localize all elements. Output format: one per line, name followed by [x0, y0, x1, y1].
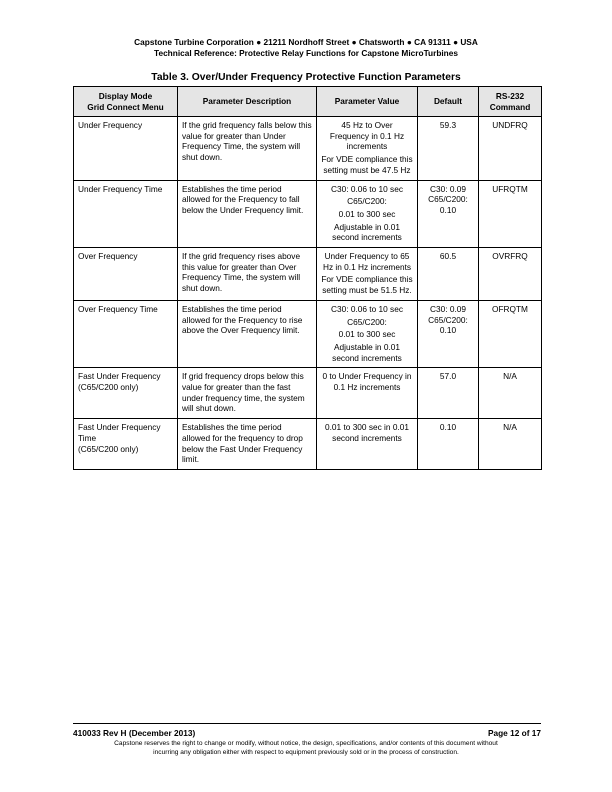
menu-text: Under Frequency Time — [78, 183, 163, 194]
value-text: C30: 0.06 to 10 sec — [331, 303, 403, 314]
column-header-command-line1: RS-232 — [495, 90, 525, 101]
menu-text: Under Frequency — [78, 120, 143, 130]
default-cell — [418, 368, 479, 419]
command-cell: N/A — [479, 419, 542, 470]
column-header-command-line2: Command — [489, 101, 531, 112]
value-text: C65/C200: — [347, 316, 387, 327]
menu-cell — [74, 248, 178, 301]
menu-text: Fast Under Frequency — [78, 371, 161, 382]
default-text: C30: 0.09 — [430, 183, 466, 194]
value-text: Under Frequency to 65 Hz in 0.1 Hz increments — [322, 251, 412, 272]
header-title-line: Technical Reference: Protective Relay Functions for Capstone MicroTurbines — [154, 48, 458, 58]
description-cell: Establishes the time period allowed for the Frequency to fall below the Under Frequency limit. — [178, 180, 317, 248]
menu-cell — [74, 180, 178, 248]
description-cell: Establishes the time period allowed for the Frequency to rise above the Over Frequency limit. — [178, 300, 317, 368]
value-cell — [317, 117, 418, 181]
default-text: C65/C200: 0.10 — [428, 194, 468, 215]
value-cell — [317, 300, 418, 368]
column-header-description: Parameter Description — [178, 87, 317, 117]
menu-cell — [74, 117, 178, 181]
footer-disclaimer-line2: incurring any obligation either with respect to equipment previously sold or in the process of construction. — [153, 749, 459, 756]
value-text: For VDE compliance this setting must be 47.5 Hz — [321, 154, 413, 175]
table-row — [74, 117, 542, 181]
description-cell: If the grid frequency falls below this value for greater than Under Frequency Time, the system will shut down. — [178, 117, 317, 181]
command-cell: N/A — [479, 368, 542, 419]
table-caption: Table 3. Over/Under Frequency Protective Function Parameters — [151, 72, 461, 83]
description-cell: Establishes the time period allowed for the frequency to drop below the Fast Under Frequency limit. — [178, 419, 317, 470]
default-cell — [418, 248, 479, 301]
default-text: 0.10 — [439, 422, 457, 433]
description-cell: If the grid frequency rises above this value for greater than Over Frequency Time, the system will shut down. — [178, 248, 317, 301]
default-text: C30: 0.09 — [430, 303, 466, 314]
value-text: 0 to Under Frequency in 0.1 Hz increments — [322, 371, 412, 393]
column-header-value: Parameter Value — [317, 87, 418, 117]
column-header-menu-line1: Display Mode — [98, 90, 153, 101]
command-cell: OVRFRQ — [479, 248, 542, 301]
table-row — [74, 368, 542, 419]
column-header-default: Default — [418, 87, 479, 117]
default-cell — [418, 117, 479, 181]
command-cell: UNDFRQ — [479, 117, 542, 181]
value-cell — [317, 180, 418, 248]
value-text: 45 Hz to Over Frequency in 0.1 Hz increments — [329, 120, 405, 152]
value-cell — [317, 248, 418, 301]
footer-document-number: 410033 Rev H (December 2013) — [73, 728, 196, 738]
table-row — [74, 300, 542, 368]
menu-cell — [74, 368, 178, 419]
default-text: 60.5 — [439, 251, 457, 262]
menu-cell — [74, 419, 178, 470]
table-row — [74, 248, 542, 301]
menu-text: (C65/C200 only) — [78, 443, 139, 454]
default-text: 57.0 — [439, 371, 457, 382]
footer-page-number: Page 12 of 17 — [487, 728, 541, 738]
value-cell — [317, 419, 418, 470]
default-text: 59.3 — [439, 120, 457, 130]
menu-text: Over Frequency — [78, 251, 138, 262]
value-text: For VDE compliance this setting must be 51.5 Hz. — [321, 274, 413, 296]
command-cell: OFRQTM — [479, 300, 542, 368]
value-cell — [317, 368, 418, 419]
value-text: C30: 0.06 to 10 sec — [331, 183, 403, 194]
description-cell: If grid frequency drops below this value for greater than the fast under frequency time, the system will shut down. — [178, 368, 317, 419]
table-body — [74, 117, 542, 470]
table-row — [74, 180, 542, 248]
parameters-table — [73, 86, 542, 470]
menu-cell — [74, 300, 178, 368]
default-cell — [418, 419, 479, 470]
table-header-row — [74, 87, 542, 117]
value-text: 0.01 to 300 sec — [338, 208, 396, 219]
default-cell — [418, 300, 479, 368]
menu-text: (C65/C200 only) — [78, 382, 139, 393]
header-company-line: Capstone Turbine Corporation ● 21211 Nordhoff Street ● Chatsworth ● CA 91311 ● USA — [134, 37, 478, 47]
column-header-command — [479, 87, 542, 117]
column-header-menu — [74, 87, 178, 117]
menu-text: Fast Under Frequency Time — [78, 422, 161, 443]
default-text: C65/C200: 0.10 — [428, 314, 468, 336]
value-text: 0.01 to 300 sec — [338, 329, 396, 340]
value-text: 0.01 to 300 sec in 0.01 second increments — [325, 422, 409, 443]
table-row — [74, 419, 542, 470]
footer-disclaimer-line1: Capstone reserves the right to change or modify, without notice, the design, specifications, and/or contents of this document without — [114, 740, 498, 747]
footer-disclaimer — [66, 739, 546, 757]
menu-text: Over Frequency Time — [78, 303, 158, 314]
default-cell — [418, 180, 479, 248]
value-text: Adjustable in 0.01 second increments — [332, 341, 402, 363]
value-text: Adjustable in 0.01 second increments — [332, 221, 402, 243]
footer-divider — [73, 723, 541, 724]
value-text: C65/C200: — [347, 196, 387, 207]
page-header — [0, 37, 612, 59]
column-header-menu-line2: Grid Connect Menu — [87, 101, 164, 112]
command-cell: UFRQTM — [479, 180, 542, 248]
